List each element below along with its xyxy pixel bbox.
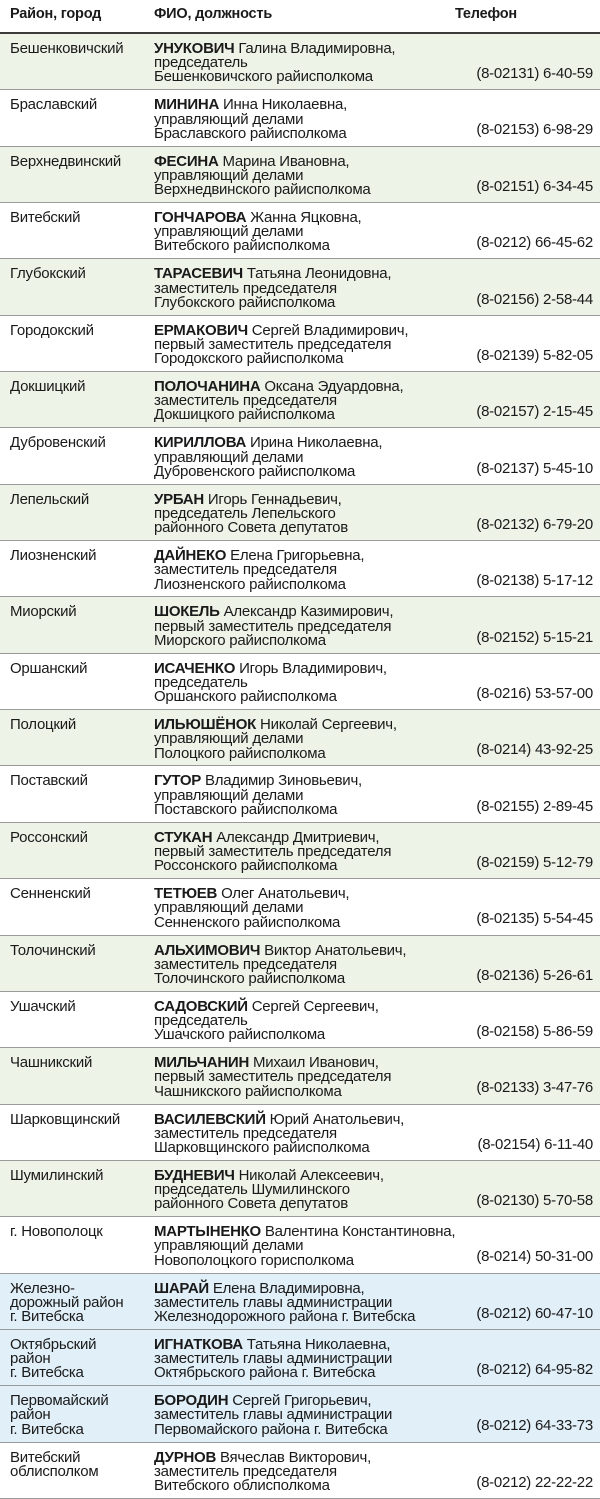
person-position: заместитель председателя	[154, 561, 337, 579]
district-name: Глубокский	[10, 265, 86, 283]
person-surname: ИЛЬЮШЁНОК	[154, 716, 257, 734]
district-name: Дубровенский	[10, 434, 106, 452]
district-name: Шарковщинский	[10, 1110, 121, 1128]
phone-number: (8-0212) 64-95-82	[476, 1361, 593, 1379]
person-position: заместитель председателя	[154, 955, 337, 973]
person-cell	[142, 147, 447, 202]
phone-number: (8-0212) 64-33-73	[476, 1417, 593, 1435]
person-surname: СТУКАН	[154, 828, 213, 846]
person-cell	[142, 90, 447, 145]
phone-cell	[447, 147, 600, 202]
person-position: заместитель главы администрации	[154, 1406, 393, 1424]
district-cell	[0, 203, 142, 258]
person-surname: ШАРАЙ	[154, 1279, 209, 1297]
person-name: Татьяна Николаевна,	[246, 1335, 391, 1353]
person-name: Игорь Геннадьевич,	[207, 490, 342, 508]
person-name: Галина Владимировна,	[238, 40, 396, 57]
phone-number: (8-02153) 6-98-29	[476, 121, 593, 139]
person-surname: ГУТОР	[154, 772, 202, 790]
table-row	[0, 372, 600, 428]
person-position: председатель Шумилинского	[154, 1181, 350, 1199]
district-cell	[0, 823, 142, 878]
table-row	[0, 203, 600, 259]
phone-cell	[447, 1161, 600, 1216]
district-cell	[0, 936, 142, 991]
phone-number: (8-02151) 6-34-45	[476, 177, 593, 195]
phone-cell	[447, 428, 600, 483]
person-surname: ПОЛОЧАНИНА	[154, 378, 261, 396]
person-surname: САДОВСКИЙ	[154, 997, 248, 1015]
person-position: управляющий делами	[154, 786, 304, 804]
person-position: Глубокского райисполкома	[154, 293, 336, 311]
district-cell	[0, 428, 142, 483]
person-position: Россонского райисполкома	[154, 857, 338, 875]
phone-number: (8-0214) 50-31-00	[476, 1248, 593, 1266]
person-position: Шарковщинского райисполкома	[154, 1138, 370, 1156]
person-position: районного Совета депутатов	[154, 1195, 348, 1213]
person-position: Ушачского райисполкома	[154, 1026, 325, 1044]
person-position: Верхнедвинского райисполкома	[154, 181, 371, 199]
district-name: район	[10, 1406, 51, 1424]
person-cell	[142, 1386, 447, 1441]
person-name: Игорь Владимирович,	[239, 659, 387, 677]
person-position: председатель Лепельского	[154, 504, 336, 522]
person-name: Вячеслав Викторович,	[219, 1448, 371, 1466]
person-position: Витебского облисполкома	[154, 1477, 330, 1494]
person-position: Полоцкого райисполкома	[154, 744, 326, 762]
table-row	[0, 316, 600, 372]
person-position: управляющий делами	[154, 730, 304, 748]
phone-cell	[447, 710, 600, 765]
district-cell	[0, 1443, 142, 1498]
district-cell	[0, 147, 142, 202]
phone-cell	[447, 1217, 600, 1272]
district-name: Полоцкий	[10, 716, 76, 734]
person-name: Виктор Анатольевич,	[264, 941, 407, 959]
person-cell	[142, 203, 447, 258]
person-surname: МИНИНА	[154, 96, 220, 114]
district-name: Верхнедвинский	[10, 152, 122, 170]
phone-cell	[447, 992, 600, 1047]
phone-number: (8-02138) 5-17-12	[476, 572, 593, 590]
table-row	[0, 259, 600, 315]
table-row	[0, 766, 600, 822]
phone-cell	[447, 597, 600, 652]
phone-number: (8-02156) 2-58-44	[476, 290, 593, 308]
district-cell	[0, 34, 142, 89]
person-surname: МИЛЬЧАНИН	[154, 1054, 250, 1072]
person-surname: БУДНЕВИЧ	[154, 1166, 235, 1184]
table-row	[0, 1105, 600, 1161]
table-row	[0, 879, 600, 935]
phone-cell	[447, 1330, 600, 1385]
person-name: Елена Григорьевна,	[230, 547, 365, 565]
person-surname: ТАРАСЕВИЧ	[154, 265, 243, 283]
person-cell	[142, 710, 447, 765]
person-position: первый заместитель председателя	[154, 1068, 392, 1086]
person-surname: ФЕСИНА	[154, 152, 219, 170]
person-surname: КИРИЛЛОВА	[154, 434, 247, 452]
person-cell	[142, 1161, 447, 1216]
person-position: Городокского райисполкома	[154, 350, 344, 368]
person-cell	[142, 485, 447, 540]
person-surname: ИСАЧЕНКО	[154, 659, 236, 677]
district-name: Россонский	[10, 828, 88, 846]
person-cell	[142, 654, 447, 709]
table-header	[0, 0, 600, 34]
phone-cell	[447, 259, 600, 314]
table-row	[0, 654, 600, 710]
district-cell	[0, 766, 142, 821]
person-surname: ВАСИЛЕВСКИЙ	[154, 1110, 266, 1128]
phone-cell	[447, 823, 600, 878]
district-cell	[0, 259, 142, 314]
header-phone: Телефон	[455, 6, 517, 22]
person-position: заместитель председателя	[154, 1124, 337, 1142]
person-cell	[142, 259, 447, 314]
person-name: Сергей Григорьевич,	[232, 1392, 372, 1410]
phone-number: (8-02155) 2-89-45	[476, 797, 593, 815]
person-position: районного Совета депутатов	[154, 519, 348, 537]
table-row	[0, 1330, 600, 1386]
phone-number: (8-0214) 43-92-25	[476, 741, 593, 759]
phone-number: (8-02157) 2-15-45	[476, 403, 593, 421]
district-name: Витебский	[10, 1448, 81, 1466]
person-surname: ДУРНОВ	[154, 1448, 217, 1466]
person-name: Юрий Анатольевич,	[269, 1110, 405, 1128]
phone-cell	[447, 1386, 600, 1441]
phone-number: (8-02130) 5-70-58	[476, 1192, 593, 1210]
phone-number: (8-02158) 5-86-59	[476, 1022, 593, 1040]
district-name: Миорский	[10, 603, 77, 621]
person-surname: УНУКОВИЧ	[154, 40, 235, 57]
person-cell	[142, 541, 447, 596]
table-row	[0, 147, 600, 203]
person-cell	[142, 936, 447, 991]
person-position: Дубровенского райисполкома	[154, 462, 356, 480]
person-cell	[142, 1274, 447, 1329]
phone-number: (8-0216) 53-57-00	[476, 684, 593, 702]
district-cell	[0, 992, 142, 1047]
person-surname: АЛЬХИМОВИЧ	[154, 941, 261, 959]
phone-number: (8-02135) 5-54-45	[476, 910, 593, 928]
phone-number: (8-02137) 5-45-10	[476, 459, 593, 477]
person-surname: ГОНЧАРОВА	[154, 209, 247, 227]
table-row	[0, 34, 600, 90]
person-cell	[142, 992, 447, 1047]
table-row	[0, 1386, 600, 1442]
phone-cell	[447, 1274, 600, 1329]
person-position: управляющий делами	[154, 166, 304, 184]
district-name: Шумилинский	[10, 1166, 104, 1184]
district-cell	[0, 1386, 142, 1441]
person-surname: ШОКЕЛЬ	[154, 603, 220, 621]
person-position: Миорского райисполкома	[154, 631, 326, 649]
phone-number: (8-02136) 5-26-61	[476, 966, 593, 984]
person-position: управляющий делами	[154, 899, 304, 917]
phone-number: (8-0212) 22-22-22	[476, 1473, 593, 1491]
person-position: Браславского райисполкома	[154, 124, 347, 142]
district-name: г. Новополоцк	[10, 1223, 103, 1241]
person-name: Александр Дмитриевич,	[216, 828, 380, 846]
person-surname: БОРОДИН	[154, 1392, 229, 1410]
person-name: Оксана Эдуардовна,	[264, 378, 404, 396]
phone-cell	[447, 766, 600, 821]
person-name: Владимир Зиновьевич,	[204, 772, 362, 790]
district-name: Докшицкий	[10, 378, 86, 396]
district-name: Бешенковичский	[10, 40, 124, 57]
district-cell	[0, 710, 142, 765]
person-cell	[142, 372, 447, 427]
district-name: Поставский	[10, 772, 88, 790]
district-name: Лепельский	[10, 490, 90, 508]
phone-number: (8-02152) 5-15-21	[476, 628, 593, 646]
person-cell	[142, 1105, 447, 1160]
phone-cell	[447, 879, 600, 934]
person-cell	[142, 766, 447, 821]
phone-cell	[447, 203, 600, 258]
table-row	[0, 1048, 600, 1104]
district-cell	[0, 1161, 142, 1216]
person-name: Александр Казимирович,	[223, 603, 394, 621]
person-surname: ДАЙНЕКО	[154, 547, 227, 565]
district-cell	[0, 316, 142, 371]
district-name: Железно-	[10, 1279, 75, 1297]
district-name: Октябрьский	[10, 1335, 97, 1353]
person-position: первый заместитель председателя	[154, 335, 392, 353]
table-row	[0, 1217, 600, 1273]
district-name: Лиозненский	[10, 547, 97, 565]
district-name: дорожный район	[10, 1293, 124, 1311]
person-name: Инна Николаевна,	[222, 96, 347, 114]
person-position: Витебского райисполкома	[154, 237, 330, 255]
phone-number: (8-02154) 6-11-40	[477, 1135, 593, 1153]
district-name: г. Витебска	[10, 1420, 84, 1438]
table-row	[0, 541, 600, 597]
phone-cell	[447, 1105, 600, 1160]
person-cell	[142, 1217, 456, 1272]
person-name: Михаил Иванович,	[252, 1054, 379, 1072]
district-cell	[0, 90, 142, 145]
phone-cell	[447, 485, 600, 540]
district-name: Городокский	[10, 321, 94, 339]
person-position: председатель	[154, 1012, 248, 1030]
district-cell	[0, 1105, 142, 1160]
table-body	[0, 34, 600, 1499]
table-row	[0, 1274, 600, 1330]
phone-number: (8-02131) 6-40-59	[476, 65, 593, 83]
table-row	[0, 90, 600, 146]
district-name: Оршанский	[10, 659, 88, 677]
person-name: Олег Анатольевич,	[221, 885, 350, 903]
phone-cell	[447, 90, 600, 145]
person-surname: ТЕТЮЕВ	[154, 885, 218, 903]
person-position: Первомайского района г. Витебска	[154, 1420, 388, 1438]
person-position: Поставского райисполкома	[154, 800, 338, 818]
person-cell	[142, 823, 447, 878]
phone-cell	[447, 316, 600, 371]
person-name: Николай Сергеевич,	[260, 716, 397, 734]
district-name: г. Витебска	[10, 1307, 84, 1325]
person-cell	[142, 1048, 447, 1103]
phone-number: (8-0212) 60-47-10	[476, 1304, 593, 1322]
person-position: управляющий делами	[154, 223, 304, 241]
person-surname: ИГНАТКОВА	[154, 1335, 243, 1353]
person-position: Толочинского райисполкома	[154, 969, 345, 987]
district-name: район	[10, 1350, 51, 1368]
phone-cell	[447, 34, 600, 89]
person-position: Докшицкого райисполкома	[154, 406, 335, 424]
person-name: Николай Алексеевич,	[238, 1166, 384, 1184]
phone-cell	[447, 541, 600, 596]
phone-cell	[447, 936, 600, 991]
district-name: Толочинский	[10, 941, 96, 959]
person-name: Жанна Яцковна,	[250, 209, 362, 227]
person-cell	[142, 428, 447, 483]
district-cell	[0, 597, 142, 652]
district-name: Браславский	[10, 96, 97, 114]
person-cell	[142, 316, 447, 371]
district-name: Первомайский	[10, 1392, 109, 1410]
person-position: заместитель председателя	[154, 392, 337, 410]
table-row	[0, 823, 600, 879]
person-position: Оршанского райисполкома	[154, 688, 337, 706]
person-position: управляющий делами	[154, 448, 304, 466]
person-position: заместитель председателя	[154, 279, 337, 297]
phone-cell	[447, 372, 600, 427]
phone-number: (8-0212) 66-45-62	[476, 234, 593, 252]
phone-cell	[447, 1443, 600, 1498]
person-position: управляющий делами	[154, 110, 304, 128]
phone-cell	[447, 1048, 600, 1103]
person-position: Чашникского райисполкома	[154, 1082, 342, 1100]
table-row	[0, 1161, 600, 1217]
person-name: Сергей Сергеевич,	[251, 997, 379, 1015]
person-position: председатель	[154, 673, 248, 691]
district-cell	[0, 485, 142, 540]
district-cell	[0, 1048, 142, 1103]
person-position: управляющий делами	[154, 1237, 304, 1255]
header-district: Район, город	[10, 6, 102, 22]
person-position: председатель	[154, 54, 248, 72]
person-name: Елена Владимировна,	[212, 1279, 365, 1297]
phone-number: (8-02139) 5-82-05	[476, 346, 593, 364]
person-position: заместитель главы администрации	[154, 1350, 393, 1368]
district-name: г. Витебска	[10, 1364, 84, 1382]
header-person: ФИО, должность	[154, 6, 273, 22]
district-name: Ушачский	[10, 997, 76, 1015]
district-cell	[0, 1217, 142, 1272]
district-name: Витебский	[10, 209, 81, 227]
person-cell	[142, 879, 447, 934]
person-position: Октябрьского района г. Витебска	[154, 1364, 376, 1382]
person-cell	[142, 34, 447, 89]
person-position: Новополоцкого горисполкома	[154, 1251, 354, 1269]
district-cell	[0, 1330, 142, 1385]
person-position: Бешенковичского райисполкома	[154, 68, 373, 86]
person-surname: ЕРМАКОВИЧ	[154, 321, 248, 339]
person-position: первый заместитель председателя	[154, 617, 392, 635]
table-row	[0, 992, 600, 1048]
district-cell	[0, 654, 142, 709]
person-cell	[142, 1330, 447, 1385]
person-name: Ирина Николаевна,	[250, 434, 383, 452]
phone-number: (8-02132) 6-79-20	[476, 515, 593, 533]
table-row	[0, 936, 600, 992]
table-row	[0, 485, 600, 541]
district-cell	[0, 879, 142, 934]
district-cell	[0, 1274, 142, 1329]
person-name: Марина Ивановна,	[222, 152, 350, 170]
person-position: заместитель главы администрации	[154, 1293, 393, 1311]
person-surname: УРБАН	[154, 490, 204, 508]
person-cell	[142, 597, 447, 652]
district-cell	[0, 541, 142, 596]
table-row	[0, 428, 600, 484]
district-name: Чашникский	[10, 1054, 93, 1072]
table-row	[0, 1443, 600, 1499]
person-position: Лиозненского райисполкома	[154, 575, 346, 593]
phone-cell	[447, 654, 600, 709]
person-name: Сергей Владимирович,	[251, 321, 409, 339]
person-position: Железнодорожного района г. Витебска	[154, 1307, 416, 1325]
phone-number: (8-02133) 3-47-76	[476, 1079, 593, 1097]
person-position: первый заместитель председателя	[154, 843, 392, 861]
district-cell	[0, 372, 142, 427]
district-name: облисполком	[10, 1462, 99, 1480]
person-name: Татьяна Леонидовна,	[246, 265, 392, 283]
person-position: заместитель председателя	[154, 1462, 337, 1480]
person-position: Сенненского райисполкома	[154, 913, 341, 931]
table-row	[0, 710, 600, 766]
person-name: Валентина Константиновна,	[264, 1223, 456, 1241]
table-row	[0, 597, 600, 653]
district-name: Сенненский	[10, 885, 91, 903]
person-surname: МАРТЫНЕНКО	[154, 1223, 261, 1241]
phone-number: (8-02159) 5-12-79	[476, 853, 593, 871]
person-cell	[142, 1443, 447, 1498]
